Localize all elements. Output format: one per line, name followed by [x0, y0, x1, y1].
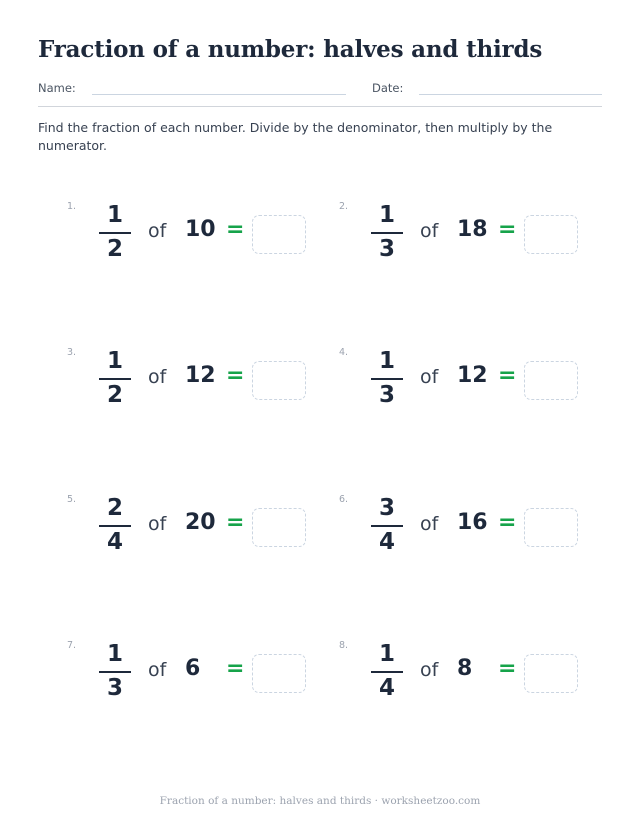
whole-number: 18	[457, 217, 488, 242]
equals-sign: =	[498, 656, 517, 681]
problem	[67, 201, 337, 281]
denominator: 4	[378, 529, 395, 555]
fraction	[97, 201, 133, 265]
of-word: of	[148, 513, 167, 535]
whole-number: 16	[457, 510, 488, 535]
numerator: 1	[106, 641, 123, 667]
problem	[339, 640, 609, 720]
problem-number: 8.	[339, 640, 349, 651]
of-word: of	[148, 659, 167, 681]
answer-box[interactable]	[252, 508, 306, 547]
whole-number: 6	[185, 656, 201, 681]
date-field[interactable]	[419, 94, 602, 95]
name-label: Name:	[38, 81, 76, 95]
whole-number: 8	[457, 656, 473, 681]
equals-sign: =	[498, 217, 517, 242]
footer: Fraction of a number: halves and thirds · worksheetzoo.com	[159, 795, 481, 807]
problem-number: 4.	[339, 347, 349, 358]
numerator: 3	[378, 495, 395, 521]
equals-sign: =	[498, 363, 517, 388]
fraction	[97, 347, 133, 411]
denominator: 2	[106, 236, 123, 262]
problem	[67, 640, 337, 720]
fraction	[97, 640, 133, 704]
numerator: 1	[106, 348, 123, 374]
answer-box[interactable]	[252, 654, 306, 693]
numerator: 1	[378, 641, 395, 667]
problem-number: 1.	[67, 201, 77, 212]
denominator: 4	[106, 529, 123, 555]
equals-sign: =	[226, 217, 245, 242]
fraction-bar	[371, 232, 403, 234]
whole-number: 10	[185, 217, 216, 242]
of-word: of	[420, 659, 439, 681]
of-word: of	[420, 220, 439, 242]
of-word: of	[148, 366, 167, 388]
denominator: 3	[378, 236, 395, 262]
fraction-bar	[99, 525, 131, 527]
fraction	[369, 640, 405, 704]
numerator: 2	[106, 495, 123, 521]
answer-box[interactable]	[524, 508, 578, 547]
equals-sign: =	[498, 510, 517, 535]
equals-sign: =	[226, 363, 245, 388]
instructions: Find the fraction of each number. Divide by the denominator, then multiply by the numerator.	[38, 120, 553, 153]
of-word: of	[420, 513, 439, 535]
problem-number: 2.	[339, 201, 349, 212]
problem	[67, 347, 337, 427]
whole-number: 12	[185, 363, 216, 388]
fraction	[369, 201, 405, 265]
fraction	[97, 494, 133, 558]
problem	[67, 494, 337, 574]
of-word: of	[148, 220, 167, 242]
problem-number: 6.	[339, 494, 349, 505]
header-divider	[38, 106, 602, 107]
worksheet-title: Fraction of a number: halves and thirds	[38, 36, 543, 63]
answer-box[interactable]	[524, 654, 578, 693]
equals-sign: =	[226, 510, 245, 535]
numerator: 1	[378, 202, 395, 228]
name-field[interactable]	[92, 94, 346, 95]
fraction-bar	[371, 525, 403, 527]
denominator: 4	[378, 675, 395, 701]
denominator: 2	[106, 382, 123, 408]
numerator: 1	[106, 202, 123, 228]
denominator: 3	[106, 675, 123, 701]
fraction-bar	[371, 671, 403, 673]
problem-number: 5.	[67, 494, 77, 505]
problem	[339, 201, 609, 281]
whole-number: 12	[457, 363, 488, 388]
equals-sign: =	[226, 656, 245, 681]
answer-box[interactable]	[252, 361, 306, 400]
fraction-bar	[99, 378, 131, 380]
denominator: 3	[378, 382, 395, 408]
fraction-bar	[99, 232, 131, 234]
fraction	[369, 494, 405, 558]
answer-box[interactable]	[524, 361, 578, 400]
problem-number: 3.	[67, 347, 77, 358]
problem-number: 7.	[67, 640, 77, 651]
whole-number: 20	[185, 510, 216, 535]
of-word: of	[420, 366, 439, 388]
fraction-bar	[371, 378, 403, 380]
numerator: 1	[378, 348, 395, 374]
fraction-bar	[99, 671, 131, 673]
problem	[339, 347, 609, 427]
answer-box[interactable]	[524, 215, 578, 254]
answer-box[interactable]	[252, 215, 306, 254]
date-label: Date:	[372, 81, 404, 95]
problem	[339, 494, 609, 574]
fraction	[369, 347, 405, 411]
